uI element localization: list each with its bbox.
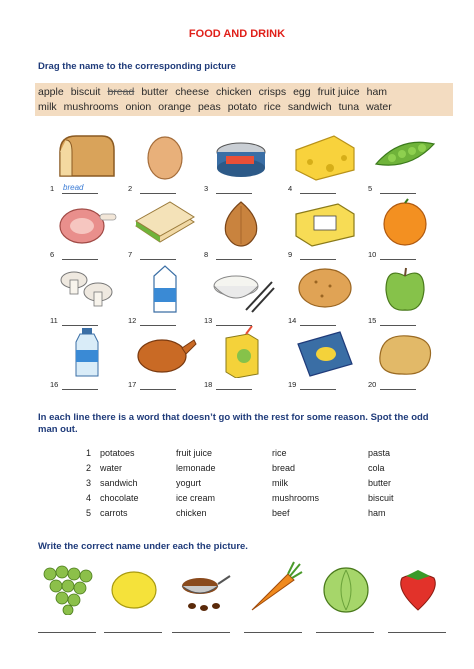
odd-word[interactable]: sandwich [100,478,138,488]
sandwich-icon [130,196,200,248]
answer-drop-line[interactable] [216,193,252,194]
roast-chicken-icon [130,326,200,378]
word-chip[interactable]: chicken [216,86,252,98]
cheese-icon [290,130,360,182]
item-number: 17 [128,380,137,389]
odd-word[interactable]: butter [368,478,392,488]
odd-word[interactable]: chocolate [100,493,139,503]
grapes-icon [38,560,98,615]
answer-drop-line[interactable] [380,389,416,390]
odd-word[interactable]: fruit juice [176,448,213,458]
odd-word[interactable]: water [100,463,123,473]
item-number: 15 [368,316,377,325]
coffee-icon [172,560,232,615]
word-chip[interactable]: water [366,101,392,113]
answer-drop-line[interactable] [300,259,336,260]
row-number: 4 [86,493,92,503]
word-chip[interactable]: sandwich [287,101,332,113]
word-chip[interactable]: onion [125,101,152,113]
item-number: 16 [50,380,59,389]
odd-word[interactable]: potatoes [100,448,135,458]
word-chip[interactable]: crisps [258,86,287,98]
item-number: 11 [50,316,58,325]
answer-drop-line[interactable] [62,259,98,260]
lemon-icon [104,560,164,615]
word-chip[interactable]: milk [38,101,57,113]
potato-icon [370,326,440,378]
word-chip[interactable]: mushrooms [63,101,119,113]
odd-word[interactable]: pasta [368,448,391,458]
bread-icon [52,130,122,182]
item-number: 10 [368,250,377,259]
item-number: 7 [128,250,133,259]
odd-word[interactable]: rice [272,448,287,458]
row-number: 2 [86,463,92,473]
biscuit-icon [290,262,360,314]
odd-word[interactable]: biscuit [368,493,394,503]
answer-drop-line[interactable] [300,389,336,390]
answer-drop-line[interactable] [300,193,336,194]
odd-word[interactable]: chicken [176,508,207,518]
odd-word[interactable]: ham [368,508,386,518]
word-chip[interactable]: potato [227,101,257,113]
answer-drop-line[interactable] [380,193,416,194]
item-number: 1 [50,184,55,193]
answer-line[interactable] [104,632,162,633]
item-number: 9 [288,250,293,259]
item-number: 6 [50,250,55,259]
apple-icon [370,262,440,314]
answer-drop-line[interactable] [140,389,176,390]
orange-icon [370,196,440,248]
answer-drop-line[interactable] [380,259,416,260]
answer-drop-line[interactable] [216,325,252,326]
word-chip-used[interactable]: bread [107,86,135,98]
answer-drop-line[interactable] [62,193,98,194]
word-chip[interactable]: ham [366,86,388,98]
answer-line[interactable] [172,632,230,633]
odd-word[interactable]: cola [368,463,385,473]
item-number: 2 [128,184,133,193]
word-bank-row-2 [38,101,399,113]
odd-word[interactable]: lemonade [176,463,216,473]
answer-drop-line[interactable] [300,325,336,326]
write-instruction: Write the correct name under each the picture. [38,541,248,552]
row-number: 1 [86,448,92,458]
word-chip[interactable]: fruit juice [317,86,360,98]
item-number: 20 [368,380,377,389]
answer-drop-line[interactable] [140,193,176,194]
odd-instruction: In each line there is a word that doesn’t go with the rest for some reason. Spot the odd man out. [38,412,429,435]
word-chip[interactable]: biscuit [70,86,101,98]
item-number: 4 [288,184,293,193]
answer-line[interactable] [316,632,374,633]
odd-word[interactable]: milk [272,478,288,488]
answer-drop-line[interactable] [62,325,98,326]
crisps-bag-icon [290,326,360,378]
rice-bowl-icon [206,262,276,314]
milk-carton-icon [130,262,200,314]
word-chip[interactable]: peas [197,101,221,113]
drag-instruction: Drag the name to the corresponding picture [38,61,236,72]
item-number: 5 [368,184,373,193]
odd-word[interactable]: mushrooms [272,493,320,503]
juice-box-icon [206,326,276,378]
answer-drop-line[interactable] [62,389,98,390]
carrot-icon [244,560,304,615]
odd-word[interactable]: carrots [100,508,128,518]
word-chip[interactable]: tuna [338,101,360,113]
answer-drop-line[interactable] [216,259,252,260]
row-number: 5 [86,508,92,518]
word-chip[interactable]: orange [158,101,191,113]
ham-icon [52,196,122,248]
word-chip[interactable]: cheese [175,86,210,98]
lettuce-icon [316,560,376,615]
water-bottle-icon [52,326,122,378]
answer-drop-line[interactable] [216,389,252,390]
item-number: 14 [288,316,297,325]
strawberry-icon [388,560,448,615]
item-number: 18 [204,380,213,389]
peas-icon [370,130,440,182]
onion-icon [206,196,276,248]
word-bank [35,83,453,116]
tuna-can-icon [206,130,276,182]
egg-icon [130,130,200,182]
item-number: 19 [288,380,297,389]
item-number: 8 [204,250,209,259]
odd-word[interactable]: beef [272,508,290,518]
answer-line[interactable] [38,632,96,633]
word-bank-row-1 [38,86,394,98]
row-number: 3 [86,478,92,488]
word-chip[interactable]: egg [293,86,311,98]
word-chip[interactable]: butter [141,86,169,98]
item-number: 3 [204,184,209,193]
placed-answer[interactable]: bread [63,183,84,192]
page-title: FOOD AND DRINK [188,28,286,40]
odd-word[interactable]: yogurt [176,478,202,488]
answer-drop-line[interactable] [380,325,416,326]
butter-icon [290,196,360,248]
item-number: 13 [204,316,213,325]
word-chip[interactable]: rice [263,101,281,113]
odd-word[interactable]: ice cream [176,493,216,503]
answer-line[interactable] [388,632,446,633]
odd-word[interactable]: bread [272,463,296,473]
item-number: 12 [128,316,137,325]
answer-drop-line[interactable] [140,325,176,326]
mushrooms-icon [52,262,122,314]
answer-line[interactable] [244,632,302,633]
word-chip[interactable]: apple [38,86,64,98]
answer-drop-line[interactable] [140,259,176,260]
